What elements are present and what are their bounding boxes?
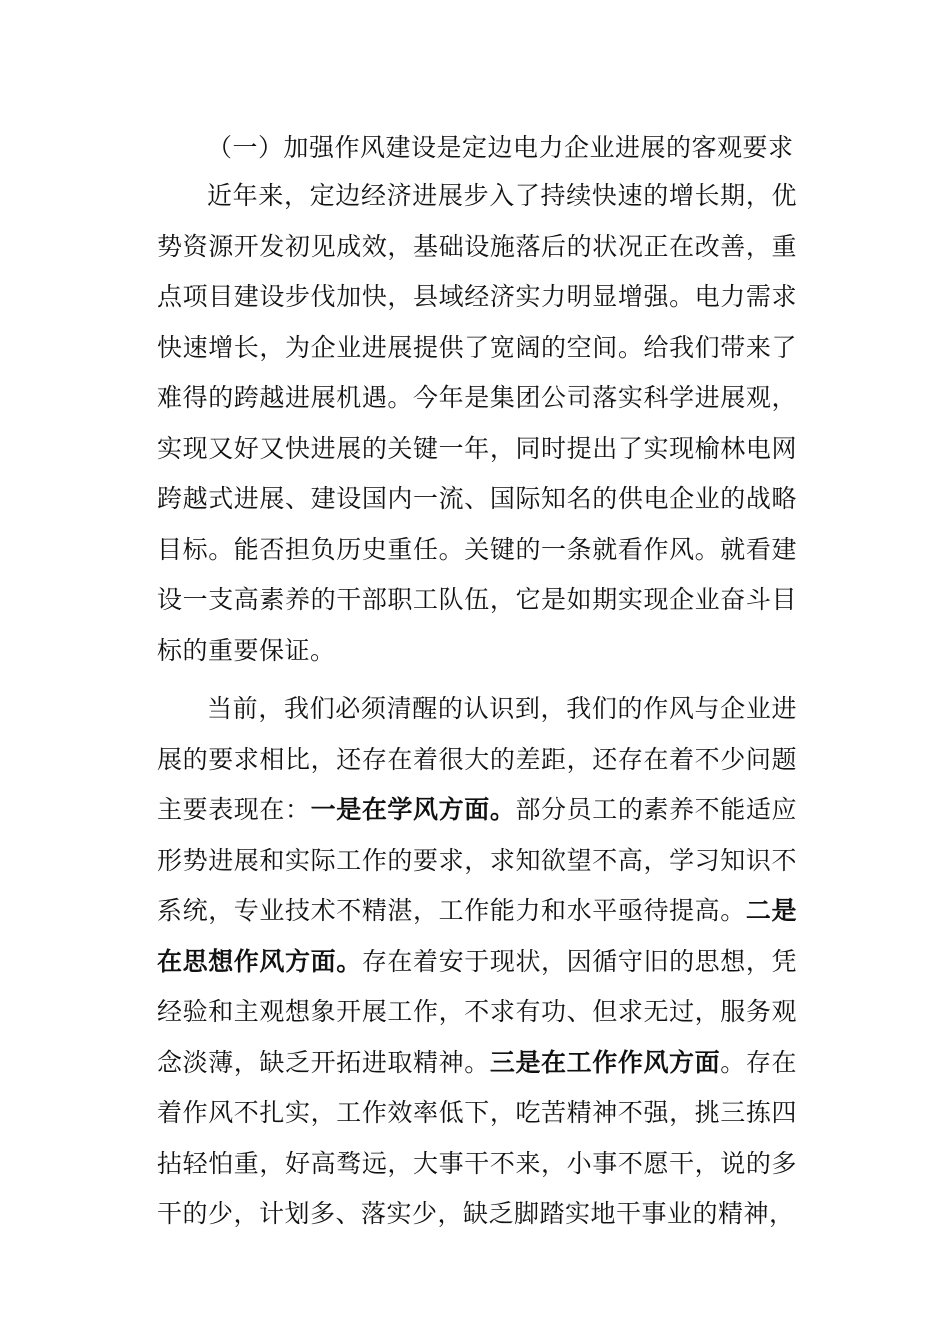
point-3-title: 三是在工作作风方面 [489,1047,721,1077]
point-2-text: 存在着安于现状，因循守旧的思想，凭经验和主观想象开展工作，不求有功、但求无过，服务观念淡薄，缺乏开拓进取精神。 [157,946,797,1077]
point-3-text: 。存在着作风不扎实，工作效率低下，吃苦精神不强，挑三拣四拈轻怕重，好高骛远，大事干不来，小事不愿干，说的多干的少，计划多、落实少，缺乏脚踏实地干事业的精神， [157,1047,797,1228]
problems-intro: 当前，我们必须清醒的认识到，我们的作风与企业进展的要求相比，还存在着很大的差距，还存在着不少问题主要表现在： [157,694,797,824]
document-body [157,124,797,1240]
paragraph-current-problems [157,684,797,1240]
paragraph-development-background: 近年来，定边经济进展步入了持续快速的增长期，优势资源开发初见成效，基础设施落后的状况正在改善，重点项目建设步伐加快，县域经济实力明显增强。电力需求快速增长，为企业进展提供了宽阔的空间。给我们带来了难得的跨越进展机遇。今年是集团公司落实科学进展观，实现又好又快进展的关键一年，同时提出了实现榆林电网跨越式进展、建设国内一流、国际知名的供电企业的战略目标。能否担负历史重任。关键的一条就看作风。就看建设一支高素养的干部职工队伍，它是如期实现企业奋斗目标的重要保证。 [157,181,797,665]
point-2-title: 二是在思想作风方面。 [157,896,797,976]
point-1-text: 部分员工的素养不能适应形势进展和实际工作的要求，求知欲望不高，学习知识不系统，专业技术不精湛，工作能力和水平亟待提高。 [157,795,797,925]
point-1-title: 一是在学风方面。 [310,795,516,824]
section-heading: （一）加强作风建设是定边电力企业进展的客观要求 [207,133,794,162]
